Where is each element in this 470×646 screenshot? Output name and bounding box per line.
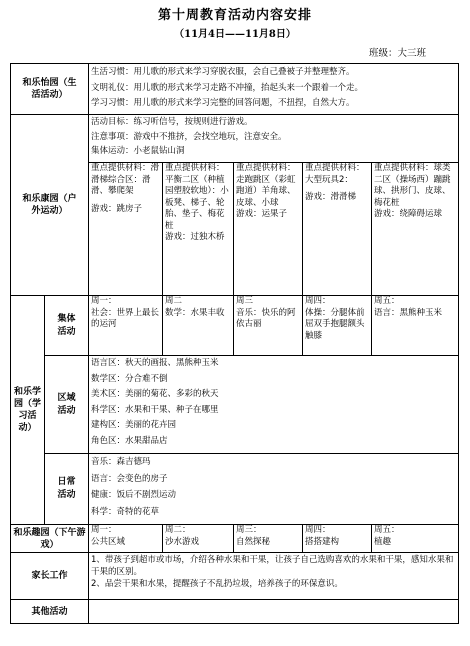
group-day: 周二 数学：水果丰收	[163, 296, 234, 356]
area-item: 建构区：美丽的花卉园	[91, 420, 177, 430]
daily-activity-label: 日常活动	[45, 454, 89, 525]
class-label: 班级：大三班	[368, 48, 426, 59]
daily-content	[89, 454, 459, 525]
schedule-table	[10, 63, 459, 624]
game-day: 周四： 搭搭建构	[303, 525, 372, 553]
daily-item: 科学：奇特的花草	[91, 506, 160, 517]
learning-daily-row	[11, 454, 459, 525]
life-row	[11, 64, 459, 115]
other-row	[11, 600, 459, 624]
area-item: 美术区：美丽的菊花、多彩的秋天	[91, 389, 219, 399]
parents-section-label: 家长工作	[11, 553, 89, 600]
area-item: 语言区：秋天的画报、黑熊种玉米	[91, 358, 219, 368]
outdoor-zone: 重点提供材料：大型玩具2： 游戏：滑滑梯	[303, 163, 372, 296]
daily-item: 语言：会变色的房子	[91, 473, 168, 484]
games-section-label: 和乐趣园（下午游戏）	[11, 525, 89, 553]
learning-area-row	[11, 356, 459, 454]
parents-content	[89, 553, 459, 600]
group-day: 周四： 体操：分腿体前屈双手抱腿额头触膝	[303, 296, 372, 356]
game-day: 周三： 自然探秘	[234, 525, 303, 553]
outdoor-general	[89, 115, 459, 163]
area-content	[89, 356, 459, 454]
learning-section-label: 和乐学园（学习活动）	[11, 296, 45, 525]
outdoor-goal: 活动目标：练习听信号，按规则进行游戏。	[91, 117, 253, 127]
outdoor-group: 集体运动：小老鼠钻山洞	[91, 146, 185, 156]
daily-item: 健康：饭后不剧烈运动	[91, 490, 177, 500]
area-activity-label: 区域活动	[45, 356, 89, 454]
group-day: 周三 音乐：快乐的阿依古丽	[234, 296, 303, 356]
daily-item: 音乐：森吉德玛	[91, 457, 151, 467]
area-item: 角色区：水果甜品店	[91, 435, 168, 446]
outdoor-section-label: 和乐康园（户外运动）	[11, 115, 89, 296]
outdoor-zone: 重点提供材料：走跑跳区（彩虹跑道）羊角球、皮球、小球 游戏：运果子	[234, 163, 303, 296]
game-day: 周五： 植趣	[372, 525, 459, 553]
games-row	[11, 525, 459, 553]
date-range: （11月4日——11月8日）	[174, 29, 296, 40]
outdoor-zone: 重点提供材料：滑滑梯综合区：滑滑、攀爬架 游戏：跳房子	[89, 163, 163, 296]
area-item: 数学区：分合难不倒	[91, 373, 168, 384]
area-item: 科学区：水果和干果、种子在哪里	[91, 404, 219, 415]
life-item: 文明礼仪：用儿歌的形式来学习走路不冲撞，抬起头来一个跟着一个走。	[91, 82, 364, 93]
outdoor-zone: 重点提供材料：平衡二区（种植园塑胶软地）：小板凳、梯子、轮胎、垫子、梅花桩 游戏：过独木桥	[163, 163, 234, 296]
group-activity-label: 集体活动	[45, 296, 89, 356]
outdoor-general-row	[11, 115, 459, 163]
life-section-label: 和乐怡园（生活活动）	[11, 64, 89, 115]
outdoor-zone: 重点提供材料：球类二区（操场西）蹦跳球、拱形门、皮球、梅花桩 游戏：绕障碍运球	[372, 163, 459, 296]
life-item: 生活习惯：用儿歌的形式来学习穿脱衣服，会自己叠被子并整理整齐。	[91, 67, 355, 77]
group-day: 周五： 语言：黑熊种玉米	[372, 296, 459, 356]
outdoor-notice: 注意事项：游戏中不推挤，会找空地玩，注意安全。	[91, 131, 287, 142]
page-title: 第十周教育活动内容安排	[157, 8, 312, 23]
group-day: 周一： 社会：世界上最长的运河	[89, 296, 163, 356]
life-item: 学习习惯：用儿歌的形式来学习完整的回答问题，不扭捏，自然大方。	[91, 98, 355, 108]
parents-item: 1、带孩子到超市或市场，介绍各种水果和干果，让孩子自己选购喜欢的水果和干果，感知水果和干果的区别。	[91, 555, 454, 577]
parents-row	[11, 553, 459, 600]
other-section-label: 其他活动	[11, 600, 89, 624]
game-day: 周二： 沙水游戏	[163, 525, 234, 553]
parents-item: 2、品尝干果和水果，提醒孩子不乱扔垃圾，培养孩子的环保意识。	[91, 579, 343, 589]
learning-group-row	[11, 296, 459, 356]
life-content	[89, 64, 459, 115]
game-day: 周一： 公共区域	[89, 525, 163, 553]
other-content	[89, 600, 459, 624]
